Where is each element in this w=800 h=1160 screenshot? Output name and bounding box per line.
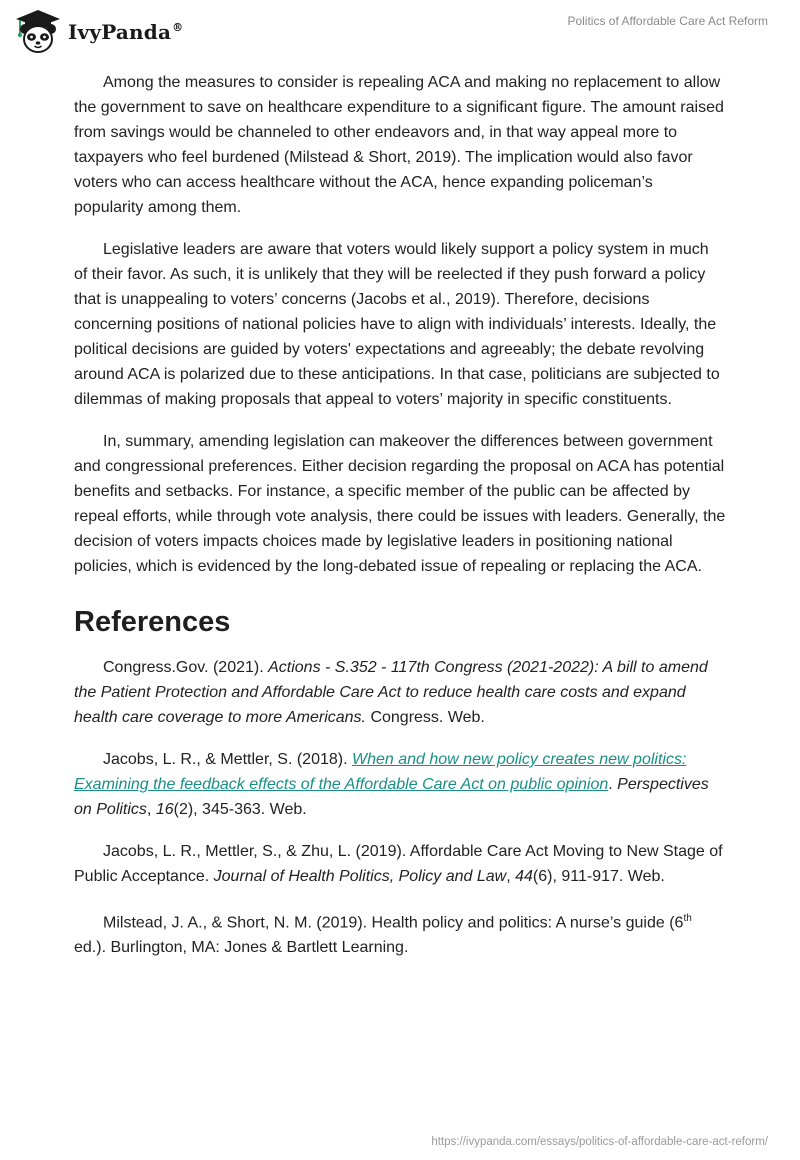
page-url[interactable]: https://ivypanda.com/essays/politics-of-affordable-care-act-reform/ — [431, 1136, 768, 1148]
body-paragraph: Legislative leaders are aware that voters would likely support a policy system in much of their favor. As such, it is unlikely that they will be reelected if they push forward a policy that is unappealing to voters’ concerns (Jacobs et al., 2019). Therefore, decisions concerning positions of national policies have to align with individuals’ interests. Ideally, the political decisions are guided by voters' expectations and agreeably; the debate revolving around ACA is polarized due to these anticipations. In that case, politicians are subjected to dilemmas of making proposals that appeal to voters’ majority in specific constituents. — [74, 241, 720, 408]
reference-entry: Congress.Gov. (2021). Actions - S.352 - 117th Congress (2021-2022): A bill to amend the Patient Protection and Affordable Care Act to reduce health care costs and expand health care coverage to more Americans. Congress. Web. — [74, 659, 708, 726]
references-heading: References — [74, 606, 231, 638]
panda-graduate-icon — [14, 8, 62, 56]
essay-body — [74, 70, 726, 977]
brand-logo[interactable] — [14, 8, 183, 56]
reference-entry: Milstead, J. A., & Short, N. M. (2019). Health policy and politics: A nurse’s guide (6th ed.). Burlington, MA: Jones & Bartlett Learning. — [74, 913, 692, 957]
reference-entry: Jacobs, L. R., & Mettler, S. (2018). When and how new policy creates new politics: Examining the feedback effects of the Affordable Care Act on public opinion. Perspectives on Politics, 16(2), 345-363. Web. — [74, 751, 709, 818]
document-title: Politics of Affordable Care Act Reform — [567, 14, 768, 28]
brand-name: IvyPanda® — [68, 20, 184, 44]
page-header — [0, 0, 800, 64]
body-paragraph: In, summary, amending legislation can makeover the differences between government and congressional preferences. Either decision regarding the proposal on ACA has potential benefits and setbacks. For instance, a specific member of the public can be affected by repeal efforts, while through vote analysis, there could be issues with leaders. Generally, the decision of voters impacts choices made by legislative leaders in positioning national policies, which is evidenced by the long-debated issue of repealing or replacing the ACA. — [74, 433, 726, 575]
reference-entry: Jacobs, L. R., Mettler, S., & Zhu, L. (2019). Affordable Care Act Moving to New Stage of Public Acceptance. Journal of Health Politics, Policy and Law, 44(6), 911-917. Web. — [74, 843, 723, 885]
body-paragraph: Among the measures to consider is repealing ACA and making no replacement to allow the government to save on healthcare expenditure to a significant figure. The amount raised from savings would be channeled to other endeavors and, in that way appeal more to taxpayers who feel burdened (Milstead & Short, 2019). The implication would also favor voters who can access healthcare without the ACA, hence expanding policeman’s popularity among them. — [74, 74, 724, 216]
reference-link[interactable]: When and how new policy creates new politics: Examining the feedback effects of the Affordable Care Act on public opinion — [74, 751, 687, 793]
